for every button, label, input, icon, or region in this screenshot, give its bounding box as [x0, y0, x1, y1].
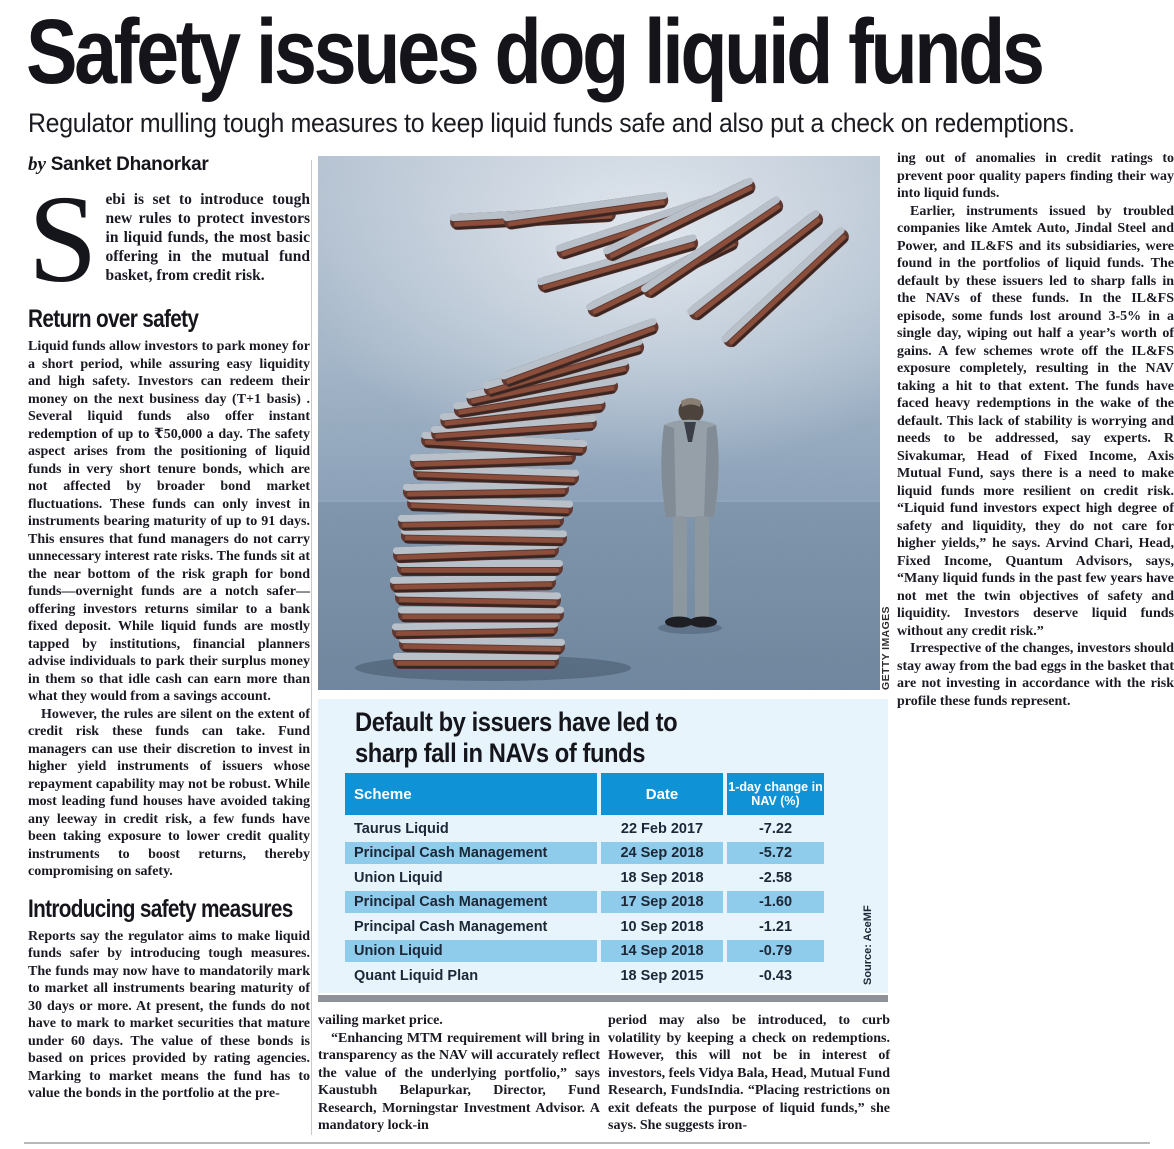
table-row: [345, 842, 824, 864]
right-column: [897, 150, 1174, 710]
table-title-line2: sharp fall in NAVs of funds: [355, 738, 645, 768]
cell-nav: -5.72: [727, 842, 824, 864]
nav-table: [345, 773, 824, 987]
column-divider: [311, 160, 312, 1135]
drop-cap: S: [28, 171, 98, 309]
article-photo: [318, 156, 880, 690]
col-header-scheme: Scheme: [345, 773, 597, 815]
page-bottom-rule: [24, 1142, 1150, 1144]
body-paragraph: “Enhancing MTM requirement will bring in transparency as the NAV will accurately reflect the value of the underlying portfolio,” says Kaustubh Belapurkar, Director, Fund Research, Morningstar Investment Advisor. A mandatory lock-in: [318, 1030, 600, 1133]
table-row: [345, 916, 824, 938]
intro-text: ebi is set to introduce tough new rules to protect investors in liquid funds, the most basic offering in the mutual fund basket, from credit risk.: [105, 191, 310, 284]
body-paragraph: Reports say the regulator aims to make liquid funds safer by introducing tough measures. The funds may now have to mandatorily mark to market all instruments bearing maturity of 30 days or more. At present, the funds do not have to mark to market securities that mature under 60 days. The value of these bonds is based on prices provided by rating agencies. Marking to market means the fund has to value the bonds in the portfolio at the pre-: [28, 928, 310, 1101]
cell-scheme: Taurus Liquid: [354, 820, 449, 837]
byline-author: Sanket Dhanorkar: [50, 154, 209, 175]
left-column: [28, 154, 310, 1103]
cell-date: 24 Sep 2018: [601, 842, 723, 864]
intro-paragraph: [28, 171, 310, 309]
table-row: [345, 940, 824, 962]
table-row: [345, 818, 824, 840]
cell-date: 18 Sep 2018: [620, 869, 704, 886]
cell-scheme: Union Liquid: [345, 940, 597, 962]
byline: [28, 154, 310, 176]
cell-date: 17 Sep 2018: [601, 891, 723, 913]
photo-credit: GETTY IMAGES: [880, 606, 892, 690]
table-title: [355, 707, 677, 769]
cell-scheme: Principal Cash Management: [345, 891, 597, 913]
cell-date: 10 Sep 2018: [620, 918, 704, 935]
section-heading-return-over-safety: Return over safety: [28, 305, 199, 333]
col-header-date: Date: [601, 773, 723, 815]
cell-date: 18 Sep 2015: [620, 967, 704, 984]
cell-scheme: Principal Cash Management: [345, 842, 597, 864]
table-row: [345, 867, 824, 889]
table-source: Source: AceMF: [862, 905, 874, 985]
page-title: Safety issues dog liquid funds: [26, 1, 1042, 103]
body-paragraph: Irrespective of the changes, investors should stay away from the bad eggs in the basket that are not investing in accordance with the risk profile these funds represent.: [897, 641, 1174, 709]
bottom-column-2: [608, 1012, 890, 1135]
table-row: [345, 891, 824, 913]
cell-nav: -1.21: [758, 918, 793, 935]
body-paragraph: vailing market price.: [318, 1013, 443, 1028]
panel-bottom-bar: [318, 995, 888, 1002]
body-paragraph: However, the rules are silent on the extent of credit risk these funds can take. Fund managers can use their discretion to invest in higher yield instruments of issuers whose repayment capability may not be robust. While most leading fund houses have avoided taking any leeway in credit risk, a few funds have been taking exposure to lower credit quality instruments to boost returns, thereby compromising on safety.: [28, 706, 310, 879]
cell-nav: -2.58: [758, 869, 793, 886]
body-paragraph: Liquid funds allow investors to park money for a short period, while assuring easy liquidity and high safety. Investors can redeem their money on the next business day (T+1 basis) . Several liquid funds also offer instant redemption of up to ₹50,000 a day. The safety aspect arises from the positioning of liquid funds in very short tenure bonds, which are not affected by broader bond market fluctuations. These funds can only invest in instruments bearing maturity of up to 91 days. This ensures that fund managers do not carry unnecessary interest rate risks. The funds sit at the near bottom of the risk graph for bond funds—overnight funds are a notch safer—offering investors returns similar to a bank fixed deposit. While liquid funds are mostly tapped by institutions, financial planners advise individuals to park their surplus money in them so that idle cash can earn more than what they would from a savings account.: [28, 339, 310, 704]
cell-scheme: Quant Liquid Plan: [354, 967, 479, 984]
cell-nav: -1.60: [727, 891, 824, 913]
cell-nav: -7.22: [758, 820, 793, 837]
table-header-row: [345, 773, 824, 815]
nav-table-panel: [318, 699, 888, 993]
table-title-line1: Default by issuers have led to: [355, 707, 678, 737]
col-header-nav-change: 1-day change in NAV (%): [727, 773, 824, 815]
table-row: [345, 965, 824, 987]
coin-stack-illustration: [318, 156, 880, 690]
body-paragraph: period may also be introduced, to curb volatility by keeping a check on redemptions. However, this will not be in interest of investors, feels Vidya Bala, Head, Mutual Fund Research, FundsIndia. “Placing restrictions on exit defeats the purpose of liquid funds,” she says. She suggests iron-: [608, 1013, 890, 1133]
bottom-column-1: [318, 1012, 600, 1135]
cell-date: 14 Sep 2018: [601, 940, 723, 962]
cell-scheme: Principal Cash Management: [354, 918, 548, 935]
cell-nav: -0.79: [727, 940, 824, 962]
cell-scheme: Union Liquid: [354, 869, 443, 886]
body-paragraph: ing out of anomalies in credit ratings to prevent poor quality papers finding their way into liquid funds.: [897, 151, 1174, 201]
section-heading-introducing-safety-measures: Introducing safety measures: [28, 894, 293, 923]
byline-prefix: by: [28, 154, 46, 175]
body-paragraph: Earlier, instruments issued by troubled companies like Amtek Auto, Jindal Steel and Power, and IL&FS and its subsidiaries, were found in the portfolios of liquid funds. The default by these issuers led to sharp falls in the NAVs of these funds. In the IL&FS episode, some funds lost around 3-5% in a single day, wiping out half a year’s worth of gains. A few schemes wrote off the IL&FS exposure completely, resulting in the NAV taking a hit to that extent. The funds have faced heavy redemptions in the wake of the default. This lack of stability is worrying and needs to be addressed, say experts. R Sivakumar, Head of Fixed Income, Axis Mutual Fund, says there is a need to make liquid funds more resilient on credit risk. “Liquid fund investors expect high degree of safety and liquidity, they do not care for higher yields,” he says. Arvind Chari, Head, Fixed Income, Quantum Advisors, says, “Many liquid funds in the past few years have not met the twin objectives of safety and liquidity. Investors deserve liquid funds without any credit risk.”: [897, 203, 1174, 639]
cell-date: 22 Feb 2017: [620, 820, 704, 837]
cell-nav: -0.43: [758, 967, 793, 984]
article-subhead: Regulator mulling tough measures to keep liquid funds safe and also put a check on redemptions.: [28, 108, 1075, 138]
